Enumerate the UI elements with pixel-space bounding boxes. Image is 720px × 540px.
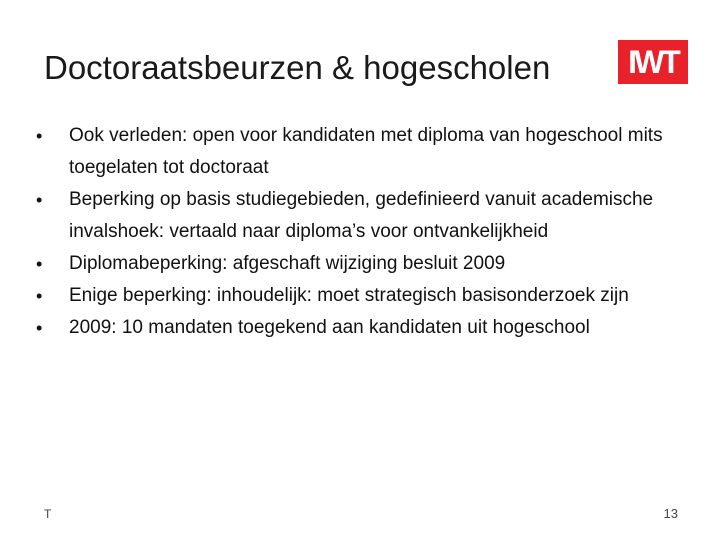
slide-title: Doctoraatsbeurzen & hogescholen xyxy=(44,49,551,86)
bullet-text: Enige beperking: inhoudelijk: moet strategisch basisonderzoek zijn xyxy=(69,285,629,306)
bullet-item xyxy=(36,120,696,184)
iwt-logo: IWT xyxy=(618,40,688,84)
bullet-list xyxy=(36,120,696,344)
bullet-icon: • xyxy=(36,190,43,210)
page-number: 13 xyxy=(663,506,678,521)
bullet-icon: • xyxy=(36,126,43,146)
bullet-icon: • xyxy=(36,318,43,338)
bullet-text: Ook verleden: open voor kandidaten met diploma van hogeschool mits toegelaten tot doctoraat xyxy=(69,125,663,178)
bullet-text: Beperking op basis studiegebieden, gedefinieerd vanuit academische invalshoek: vertaald naar diploma’s voor ontvankelijkheid xyxy=(69,189,654,242)
bullet-item xyxy=(36,184,696,248)
bullet-text: 2009: 10 mandaten toegekend aan kandidaten uit hogeschool xyxy=(69,317,590,338)
bullet-text: Diplomabeperking: afgeschaft wijziging besluit 2009 xyxy=(69,253,506,274)
bullet-icon: • xyxy=(36,286,43,306)
bullet-item xyxy=(36,312,696,344)
footer-label: T xyxy=(44,507,52,521)
bullet-icon: • xyxy=(36,254,43,274)
bullet-item xyxy=(36,280,696,312)
bullet-item xyxy=(36,248,696,280)
